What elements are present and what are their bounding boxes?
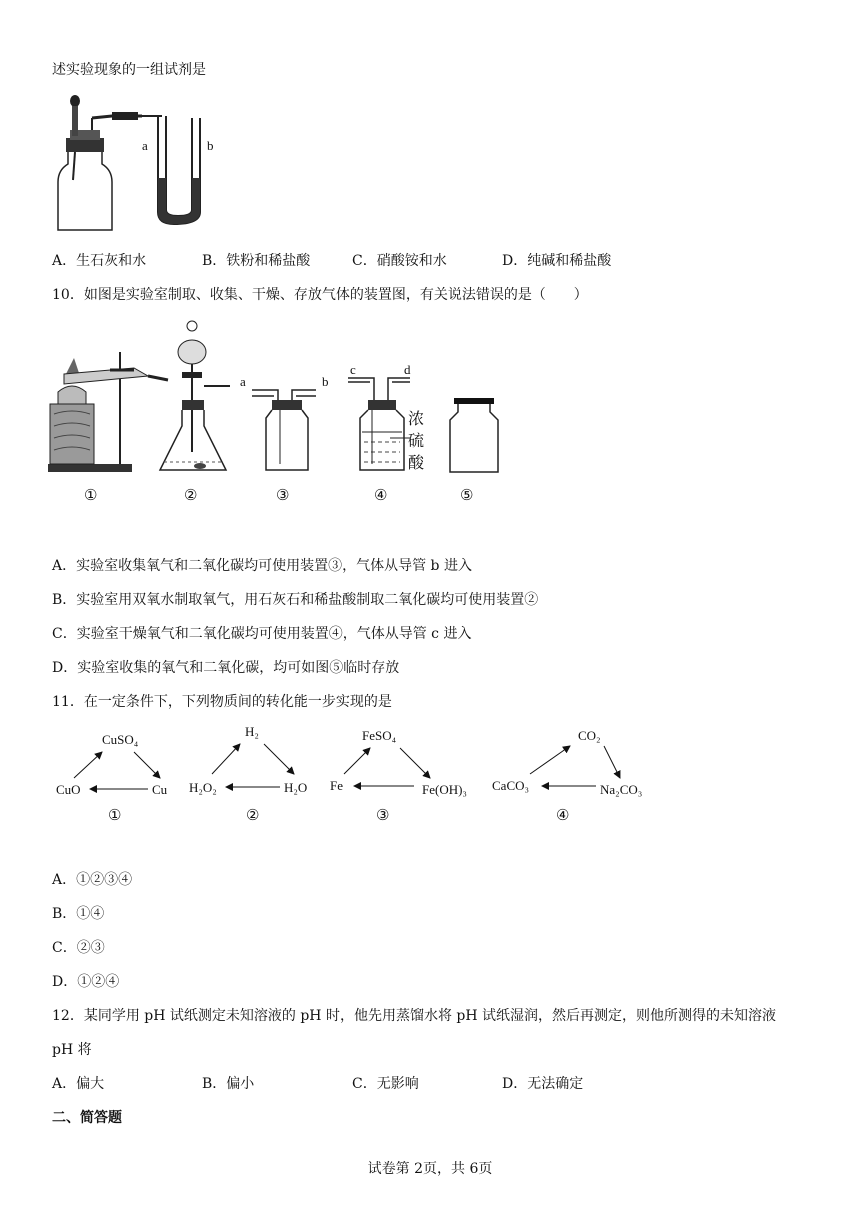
q10-num-1: ① [84,488,98,504]
q10-num-2: ② [184,488,198,504]
q10-stem: 10．如图是实验室制取、收集、干燥、存放气体的装置图，有关说法错误的是（ ） [52,287,588,303]
q11-diagram-3 [330,728,467,824]
q11-stem: 11．在一定条件下，下列物质间的转化能一步实现的是 [52,694,392,710]
q10-label-d: d [404,362,411,377]
q11-option-d: D．①②④ [52,974,120,990]
q10-num-4: ④ [374,488,388,504]
svg-text:CaCO₃: CaCO₃ [492,778,530,793]
q12-option-a: A．偏大 [52,1076,105,1092]
q10-label-c: c [350,362,356,377]
svg-text:CO₂: CO₂ [578,728,601,743]
q12-stem-line1: 12．某同学用 pH 试纸测定未知溶液的 pH 时，他先用蒸馏水将 pH 试纸湿润，然后再测定，则他所测得的未知溶液 [52,1008,777,1024]
section-heading: 二、简答题 [52,1110,122,1126]
q11-diagram-1 [56,732,168,824]
q9-option-c: C．硝酸铵和水 [352,253,447,269]
svg-text:H₂O₂: H₂O₂ [189,780,217,795]
svg-text:CuO: CuO [56,782,81,797]
q11-option-c: C．②③ [52,940,105,956]
q11-option-b: B．①④ [52,906,105,922]
q10-option-a: A．实验室收集氧气和二氧化碳均可使用装置③，气体从导管 b 进入 [52,558,472,574]
svg-text:③: ③ [376,808,390,824]
svg-text:H₂O: H₂O [284,780,308,795]
svg-text:CuSO₄: CuSO₄ [102,732,139,747]
svg-text:Fe: Fe [330,778,343,793]
q10-num-3: ③ [276,488,290,504]
q12-option-b: B．偏小 [202,1076,255,1092]
q11-diagram-2 [189,724,307,824]
svg-text:Cu: Cu [152,782,168,797]
q11-diagram-4 [492,728,642,824]
q10-acid-2: 硫 [408,433,425,450]
q10-label-a: a [240,374,246,389]
q10-label-b: b [322,374,329,389]
q10-option-b: B．实验室用双氧水制取氧气，用石灰石和稀盐酸制取二氧化碳均可使用装置② [52,592,539,608]
q11-transformation-diagrams [52,722,672,832]
q10-option-d: D．实验室收集的氧气和二氧化碳，均可如图⑤临时存放 [52,660,400,676]
q9-option-a: A．生石灰和水 [52,253,147,269]
q10-apparatus-figure [44,318,504,508]
svg-text:Fe(OH)₃: Fe(OH)₃ [422,782,467,797]
q10-acid-3: 酸 [408,455,425,472]
q10-acid-1: 浓 [408,411,425,428]
q10-option-c: C．实验室干燥氧气和二氧化碳均可使用装置④，气体从导管 c 进入 [52,626,472,642]
q9-label-a: a [142,138,148,153]
q9-option-b: B．铁粉和稀盐酸 [202,253,311,269]
svg-text:H₂: H₂ [245,724,259,739]
page-footer: 试卷第 2页，共 6页 [367,1161,493,1177]
q9-stem-tail: 述实验现象的一组试剂是 [52,62,206,78]
svg-text:①: ① [108,808,122,824]
svg-text:FeSO₄: FeSO₄ [362,728,397,743]
svg-text:Na₂CO₃: Na₂CO₃ [600,782,643,797]
q11-option-a: A．①②③④ [52,872,133,888]
q9-apparatus-figure [50,92,270,232]
q12-stem-line2: pH 将 [52,1042,92,1058]
svg-text:④: ④ [556,808,570,824]
q12-option-c: C．无影响 [352,1076,419,1092]
q10-num-5: ⑤ [460,488,474,504]
q9-option-d: D．纯碱和稀盐酸 [502,253,612,269]
q12-option-d: D．无法确定 [502,1076,584,1092]
svg-text:②: ② [246,808,260,824]
q9-label-b: b [207,138,214,153]
